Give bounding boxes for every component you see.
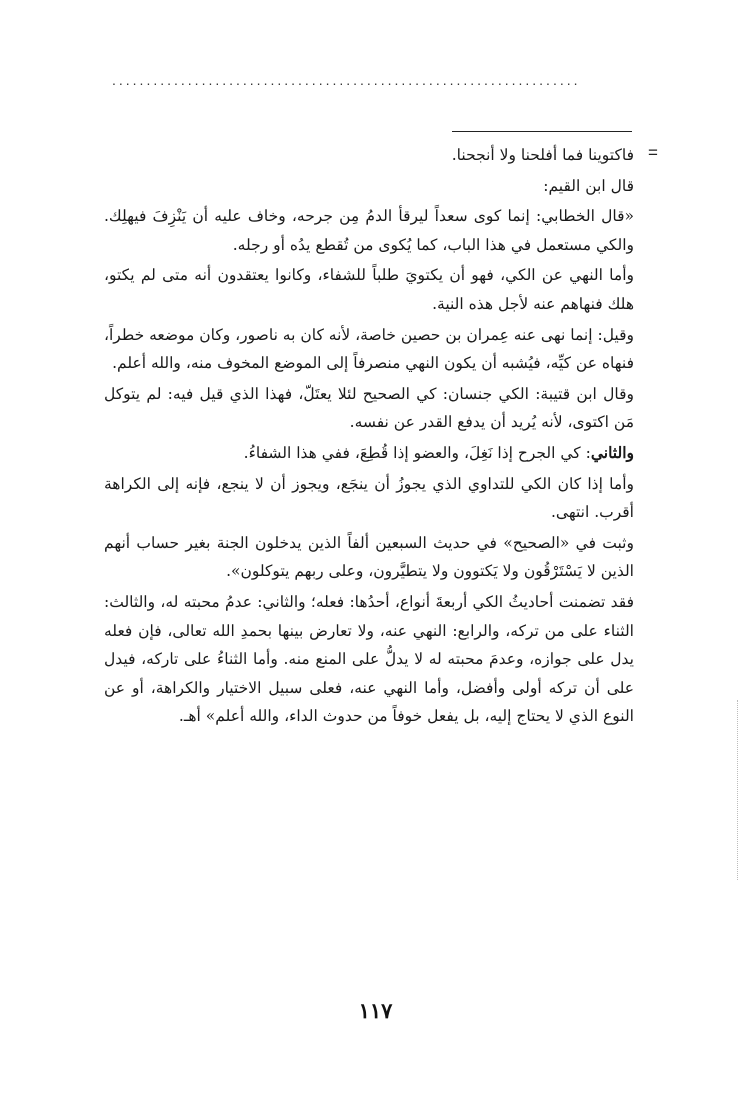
paragraph-text: قال ابن القيم: xyxy=(543,176,634,195)
paragraph-text: وقيل: إنما نهى عنه عِمران بن حصين خاصة، لأنه كان به ناصور، وكان موضعه خطراً، فنهاه عن كيِّه، فيُشبه أن يكون النهي منصرفاً إلى الموضع المخوف منه، والله أعلم. xyxy=(104,325,634,373)
paragraph-2 xyxy=(104,172,634,201)
margin-scan-line xyxy=(737,700,738,880)
paragraph-text: : كي الجرح إذا نَغِلَ، والعضو إذا قُطِعَ، ففي هذا الشفاءُ. xyxy=(243,443,591,462)
paragraph-4 xyxy=(104,261,634,318)
top-dotted-separator: .................................................................... xyxy=(112,72,581,88)
paragraph-text: فقد تضمنت أحاديثُ الكي أربعةَ أنواع، أحدُها: فعله؛ والثاني: عدمُ محبته له، والثالث: الثناء على من تركه، والرابع: النهي عنه، ولا تعارض بينها بحمدِ الله تعالى، فإن فعله يدل على جوازه، وعدمَ محبته له لا يدلُّ على المنع منه. وأما الثناءُ على تاركه، فيدل على أن تركه أولى وأفضل، وأما النهي عنه، فعلى سبيل الاختيار والكراهة، أو عن النوع الذي لا يحتاج إليه، بل يفعل خوفاً من حدوث الداء، والله أعلم» أهـ. xyxy=(104,592,634,726)
paragraph-text: فاكتوينا فما أفلحنا ولا أنجحنا. xyxy=(451,146,634,164)
paragraph-5 xyxy=(104,321,634,378)
paragraph-text: وثبت في «الصحيح» في حديث السبعين ألفاً الذين يدخلون الجنة بغير حساب أنهم الذين لا يَسْتَرْقُون ولا يَكتوون ولا يتطيَّرون، وعلى ربهم يتوكلون». xyxy=(104,533,634,581)
paragraph-6 xyxy=(104,380,634,437)
paragraph-9 xyxy=(104,529,634,586)
paragraph-3 xyxy=(104,202,634,259)
paragraph-text: وأما النهي عن الكي، فهو أن يكتويَ طلباً للشفاء، وكانوا يعتقدون أنه متى لم يكتو، هلك فنهاهم عنه لأجل هذه النية. xyxy=(104,266,634,313)
page-number: ١١٧ xyxy=(358,998,393,1023)
paragraph-text: وأما إذا كان الكي للتداوي الذي يجوزُ أن ينجَع، ويجوز أن لا ينجع، فإنه إلى الكراهة أقرب. انتهى. xyxy=(104,474,634,522)
paragraph-7 xyxy=(104,439,634,468)
continuation-mark: = xyxy=(648,143,658,162)
footnote-body xyxy=(104,141,634,733)
footnote-rule xyxy=(452,131,632,132)
paragraph-1 xyxy=(104,141,634,170)
paragraph-lead: والثاني xyxy=(590,442,634,462)
paragraph-text: وقال ابن قتيبة: الكي جنسان: كي الصحيح لئلا يعتَلّ، فهذا الذي قيل فيه: لم يتوكل مَن اكتوى، لأنه يُريد أن يدفع القدر عن نفسه. xyxy=(104,384,634,432)
paragraph-10 xyxy=(104,588,634,731)
paragraph-8 xyxy=(104,470,634,527)
paragraph-text: «قال الخطابي: إنما كوى سعداً ليرقأ الدمُ مِن جرحه، وخاف عليه أن يَنْزِفَ فيهلِك. والكي مستعمل في هذا الباب، كما يُكوى من تُقطع يدُه أو رجله. xyxy=(104,207,635,254)
